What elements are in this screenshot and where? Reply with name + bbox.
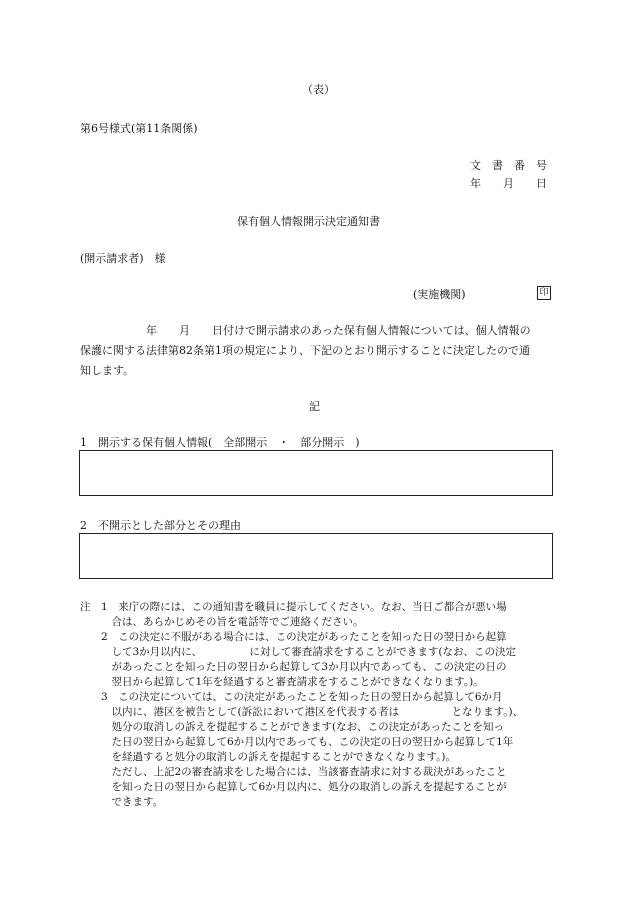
note-line: 3 この決定については、この決定があったことを知った日の翌日から起算して6か月 [101,691,503,703]
seal-mark: 印 [537,286,551,300]
agency-label: (実施機関) [413,288,466,301]
body-line-1: 年 月 日付けで開示請求のあった保有個人情報については、個人情報の [80,324,531,337]
body-line-2: 保護に関する法律第82条第1項の規定により、下記のとおり開示することに決定したので通 [80,344,530,357]
note-line: があったことを知った日の翌日から起算して3か月以内であっても、この決定の日の [101,661,507,673]
note-line: できます。 [101,796,164,808]
note-line: 2 この決定に不服がある場合には、この決定があったことを知った日の翌日から起算 [101,631,507,643]
note-line: 翌日から起算して1年を経過すると審査請求をすることができなくなります。)。 [101,676,484,688]
section-2-label: 2 不開示とした部分とその理由 [80,519,241,532]
note-line: 合は、あらかじめその旨を電話等でご連絡ください。 [101,616,364,628]
note-line: して3か月以内に、 に対して審査請求をすることができます(なお、この決定 [101,646,517,658]
note-line: 1 来庁の際には、この通知書を職員に提示してください。なお、当日ご都合が悪い場 [101,601,507,613]
note-line: ただし、上記2の審査請求をした場合には、当該審査請求に対する裁決があったこと [101,766,507,778]
notes-prefix: 注 [80,601,91,613]
body-line-3: 知します。 [80,364,135,377]
section-1-label: 1 開示する保有個人情報( 全部開示 ・ 部分開示 ) [80,436,360,449]
form-number: 第6号様式(第11条関係) [80,122,198,135]
note-line: 以内に、港区を被告として(訴訟において港区を代表する者は となります。)、 [101,706,524,718]
note-line: を経過すると処分の取消しの訴えを提起することができなくなります。)。 [101,751,457,763]
page-title: 保有個人情報開示決定通知書 [237,215,380,228]
note-line: 処分の取消しの訴えを提起することができます(なお、この決定があったことを知っ [101,721,504,733]
recipient: (開示請求者) 様 [80,252,166,265]
document-number-label: 文 書 番 号 [470,159,547,172]
date-label: 年 月 日 [470,177,547,190]
section-2-box [79,533,553,579]
note-line: た日の翌日から起算して6か月以内であっても、この決定の日の翌日から起算して1年 [101,736,514,748]
ki-heading: 記 [309,400,320,413]
note-line: を知った日の翌日から起算して6か月以内に、処分の取消しの訴えを提起することが [101,781,507,793]
side-label: （表） [302,83,335,96]
section-1-box [79,450,553,496]
